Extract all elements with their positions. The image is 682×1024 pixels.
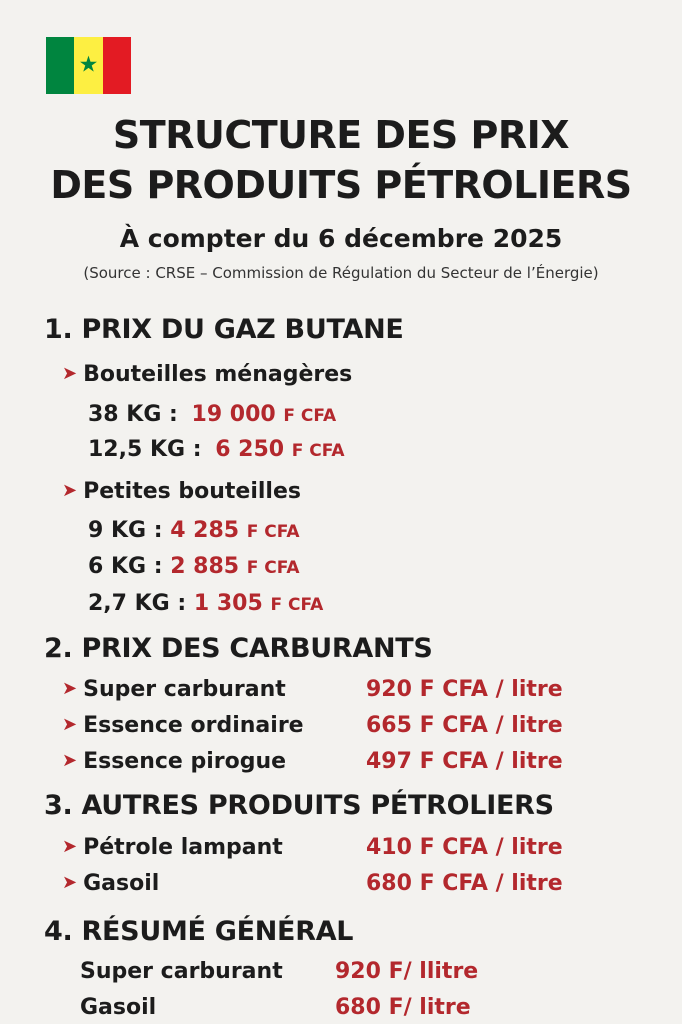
item-price: 2 885 [170, 554, 240, 579]
arrow-icon: ➤ [62, 836, 78, 857]
item-weight: 9 KG : [88, 518, 163, 543]
item-price: 19 000 [191, 402, 276, 427]
star-icon: ★ [78, 52, 99, 78]
list-item [62, 835, 283, 860]
item-name: Gasoil [83, 871, 160, 896]
arrow-icon: ➤ [62, 678, 78, 699]
item-price: 1 305 [193, 591, 263, 616]
page-title [0, 110, 682, 210]
effective-date: À compter du 6 décembre 2025 [119, 224, 563, 253]
arrow-icon: ➤ [62, 872, 78, 893]
title-line-2: DES PRODUITS PÉTROLIERS [50, 163, 632, 207]
item-price: 410 F CFA / litre [366, 835, 563, 860]
group-heading [62, 362, 352, 387]
source-note: (Source : CRSE – Commission de Régulation du Secteur de l’Énergie) [83, 264, 599, 282]
item-weight: 2,7 KG : [88, 591, 187, 616]
list-item [62, 749, 286, 774]
item-unit: F CFA [246, 522, 300, 542]
senegal-flag [46, 37, 131, 94]
item-price: 6 250 [215, 437, 285, 462]
item-unit: F CFA [270, 595, 324, 615]
title-line-1: STRUCTURE DES PRIX [112, 113, 570, 157]
group-label: Bouteilles ménagères [83, 362, 353, 387]
summary-item-name: Super carburant [80, 959, 283, 984]
section-2-heading: 2. PRIX DES CARBURANTS [44, 633, 433, 664]
list-item [62, 677, 286, 702]
list-item [62, 871, 159, 896]
summary-item-name: Gasoil [80, 995, 157, 1020]
item-name: Pétrole lampant [83, 835, 283, 860]
group-label: Petites bouteilles [83, 479, 301, 504]
item-price: 920 F CFA / litre [366, 677, 563, 702]
item-price: 665 F CFA / litre [366, 713, 563, 738]
arrow-icon: ➤ [62, 750, 78, 771]
list-item [62, 713, 304, 738]
arrow-icon: ➤ [62, 363, 78, 384]
item-unit: F CFA [283, 406, 337, 426]
section-1-heading: 1. PRIX DU GAZ BUTANE [44, 314, 404, 345]
arrow-icon: ➤ [62, 714, 78, 735]
item-name: Super carburant [83, 677, 286, 702]
item-price: 497 F CFA / litre [366, 749, 563, 774]
item-price: 4 285 [170, 518, 240, 543]
section-4-heading: 4. RÉSUMÉ GÉNÉRAL [44, 916, 354, 947]
item-price: 680 F CFA / litre [366, 871, 563, 896]
summary-item-price: 680 F/ litre [335, 995, 471, 1020]
section-3-heading: 3. AUTRES PRODUITS PÉTROLIERS [44, 790, 554, 821]
item-unit: F CFA [291, 441, 345, 461]
item-weight: 12,5 KG : [88, 437, 202, 462]
list-item [88, 402, 336, 427]
list-item [88, 591, 323, 616]
item-unit: F CFA [246, 558, 300, 578]
flag-band-red [103, 37, 131, 94]
item-name: Essence pirogue [83, 749, 287, 774]
list-item [88, 518, 300, 543]
item-weight: 38 KG : [88, 402, 178, 427]
summary-item-price: 920 F/ llitre [335, 959, 479, 984]
item-name: Essence ordinaire [83, 713, 304, 738]
flag-band-green [46, 37, 74, 94]
list-item [88, 437, 345, 462]
item-weight: 6 KG : [88, 554, 163, 579]
group-heading [62, 479, 301, 504]
arrow-icon: ➤ [62, 480, 78, 501]
list-item [88, 554, 300, 579]
